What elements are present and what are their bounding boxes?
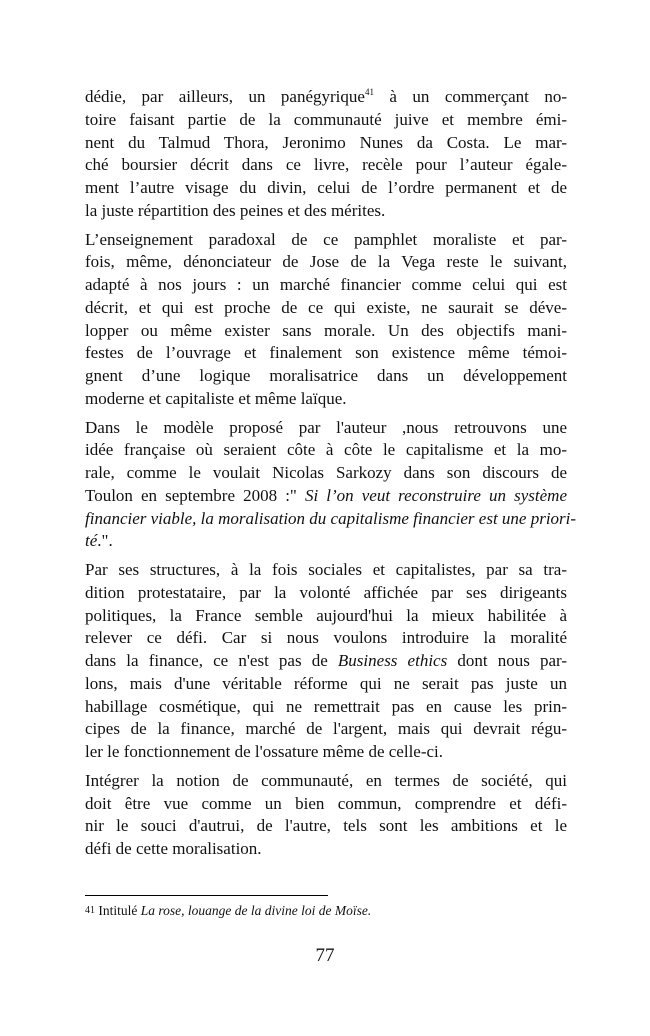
text-segment: politiques, la France semble aujourd'hui la mieux habilitée à (85, 605, 567, 625)
text-segment: nent du Talmud Thora, Jeronimo Nunes da Costa. Le mar- (85, 132, 567, 152)
text-line (85, 530, 567, 553)
text-segment: décrit, et qui est proche de ce qui existe, ne saurait se déve- (85, 297, 567, 317)
footnote (85, 903, 371, 919)
text-segment: nir le souci d'autrui, de l'autre, tels sont les ambitions et le (85, 816, 567, 836)
paragraph (85, 417, 577, 554)
text-segment: rale, comme le voulait Nicolas Sarkozy dans son discours de (85, 463, 567, 482)
italic-text: Si l’on veut reconstruire un système (304, 485, 567, 505)
text-segment: moderne et capitaliste et même laïque. (85, 388, 347, 408)
text-segment: Intégrer la notion de communauté, en termes de société, qui (85, 770, 567, 790)
text-segment: Dans le modèle proposé par l'auteur ,nous retrouvons une (85, 417, 567, 437)
text-line (85, 815, 567, 838)
footnote-title: La rose, louange de la divine loi de Moïse. (140, 903, 372, 918)
text-segment: la juste répartition des peines et des mérites. (85, 200, 386, 220)
text-segment: idée française où seraient côte à côte le capitalisme et la mo- (85, 440, 567, 460)
text-line (85, 388, 567, 411)
text-line (85, 132, 567, 155)
page-number: 77 (315, 945, 335, 966)
text-line (85, 320, 567, 343)
text-segment: L’enseignement paradoxal de ce pamphlet moraliste et par- (85, 229, 567, 249)
text-segment: dans la finance, ce n'est pas de (85, 651, 338, 670)
italic-text: té (85, 531, 98, 551)
text-line (85, 485, 567, 508)
text-segment: Toulon en septembre 2008 :" (85, 485, 305, 505)
text-segment: adapté à nos jours : un marché financier comme celui qui est (85, 275, 567, 294)
text-segment: Par ses structures, à la fois sociales et capitalistes, par sa tra- (85, 560, 567, 579)
text-line (85, 365, 567, 388)
text-line (85, 86, 567, 109)
text-line (85, 177, 567, 200)
text-line (85, 559, 567, 582)
text-line (85, 154, 567, 177)
paragraph (85, 559, 567, 764)
body-text (85, 86, 577, 867)
text-line (85, 770, 567, 793)
text-line (85, 200, 567, 223)
text-line (85, 741, 567, 764)
text-line (85, 605, 567, 628)
text-segment: ler le fonctionnement de l'ossature même de celle-ci. (85, 742, 444, 761)
text-segment: cipes de la finance, marché de l'argent, mais qui devrait régu- (85, 719, 567, 739)
text-line (85, 251, 567, 274)
text-segment: relever ce défi. Car si nous voulons introduire la moralité (85, 628, 567, 648)
text-line (85, 696, 567, 719)
footnote-label: Intitulé (98, 903, 141, 918)
text-line (85, 673, 567, 696)
text-segment: .". (97, 531, 113, 551)
text-line (85, 417, 567, 440)
paragraph (85, 770, 567, 861)
text-segment: dition protestataire, par la volonté affichée par ses dirigeants (85, 582, 567, 602)
text-segment: habillage cosmétique, qui ne remettrait pas en cause les prin- (85, 696, 567, 716)
text-segment: fois, même, dénonciateur de Jose de la Vega reste le suivant, (85, 252, 567, 272)
text-line (85, 342, 567, 365)
text-line (85, 793, 567, 816)
text-segment: dont nous par- (447, 651, 567, 670)
text-line (85, 274, 567, 297)
text-segment: défi de cette moralisation. (85, 839, 262, 858)
text-line (85, 229, 567, 252)
text-segment: dédie, par ailleurs, un panégyrique (85, 87, 365, 106)
paragraph (85, 86, 567, 223)
text-line (85, 508, 577, 531)
text-line (85, 838, 567, 861)
text-line (85, 582, 567, 605)
paragraph (85, 229, 567, 411)
text-segment: gnent d’une logique moralisatrice dans un développement (85, 366, 567, 385)
footnote-reference: 41 (364, 87, 374, 97)
text-segment: festes de l’ouvrage et finalement son existence même témoi- (85, 343, 567, 363)
text-segment: lons, mais d'une véritable réforme qui ne serait pas juste un (85, 673, 567, 693)
text-segment: à un commerçant no- (373, 87, 568, 106)
text-segment: lopper ou même exister sans morale. Un des objectifs mani- (85, 320, 567, 340)
text-line (85, 462, 567, 485)
text-line (85, 109, 567, 132)
text-segment: toire faisant partie de la communauté juive et membre émi- (85, 109, 567, 129)
text-line (85, 297, 567, 320)
text-segment: ment l’autre visage du divin, celui de l’ordre permanent et de (85, 178, 567, 197)
text-segment: ché boursier décrit dans ce livre, recèle pour l’auteur égale- (85, 155, 567, 175)
footnote-number: 41 (85, 905, 95, 916)
italic-text: financier viable, la moralisation du capitalisme financier est une priori- (85, 508, 577, 528)
text-segment: doit être vue comme un bien commun, comprendre et défi- (85, 793, 567, 813)
text-line (85, 650, 567, 673)
text-line (85, 718, 567, 741)
text-line (85, 439, 567, 462)
footnote-separator (85, 895, 328, 896)
italic-text: Business ethics (337, 651, 448, 670)
text-line (85, 627, 567, 650)
